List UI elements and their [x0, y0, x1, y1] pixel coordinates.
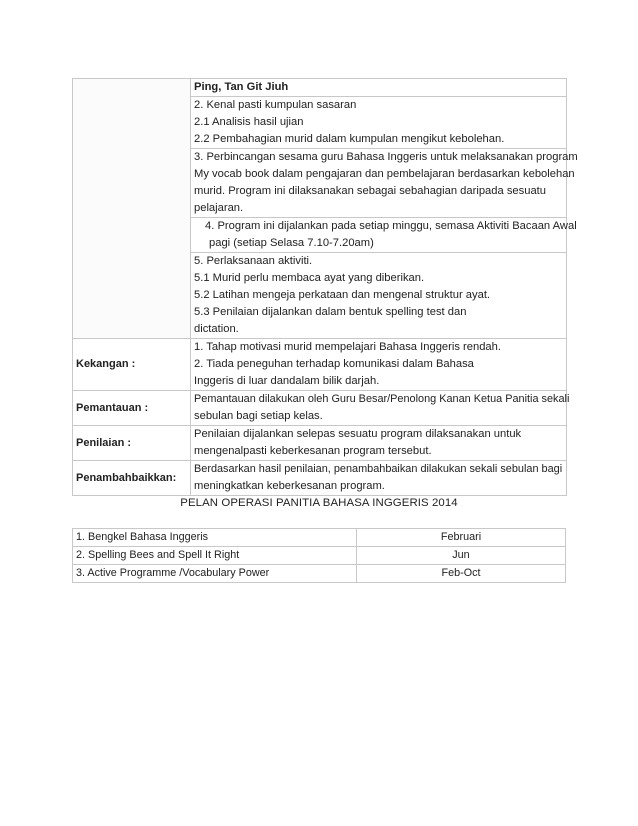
cell-line: pagi (setiap Selasa 7.10-7.20am) [209, 237, 374, 249]
table-row [73, 547, 566, 565]
content-cell [191, 97, 567, 149]
empty-label-cell [73, 79, 191, 339]
table-row [73, 391, 567, 426]
cell-line: 4. Program ini dijalankan pada setiap minggu, semasa Aktiviti Bacaan Awal [205, 220, 577, 232]
program-cell: 1. Bengkel Bahasa Inggeris [73, 529, 357, 547]
month-cell: Februari [357, 529, 566, 547]
cell-line: Pemantauan dilakukan oleh Guru Besar/Penolong Kanan Ketua Panitia sekali [194, 393, 570, 405]
table-row [73, 339, 567, 391]
cell-line: 5.3 Penilaian dijalankan dalam bentuk spelling test dan [194, 306, 467, 318]
content-cell [191, 79, 567, 97]
cell-line: 5.2 Latihan mengeja perkataan dan mengenal struktur ayat. [194, 289, 491, 301]
cell-line: Ping, Tan Git Jiuh [194, 81, 289, 93]
content-cell [191, 391, 570, 426]
cell-line: dictation. [194, 323, 239, 335]
cell-line: murid. Program ini dilaksanakan sebagai sebahagian daripada sesuatu [194, 185, 547, 197]
cell-line: 5. Perlaksanaan aktiviti. [194, 255, 313, 267]
operation-plan-table [72, 528, 566, 583]
penambahbaikkan-label: Penambahbaikkan: [73, 461, 191, 496]
content-cell [191, 149, 578, 218]
penilaian-label: Penilaian : [73, 426, 191, 461]
content-cell [191, 253, 567, 339]
cell-line: Penilaian dijalankan selepas sesuatu program dilaksanakan untuk [194, 428, 522, 440]
table-row [73, 565, 566, 583]
table-row [73, 426, 567, 461]
cell-line: meningkatkan keberkesanan program. [194, 480, 385, 492]
cell-line: pelajaran. [194, 202, 244, 214]
program-cell: 2. Spelling Bees and Spell It Right [73, 547, 357, 565]
cell-line: 3. Perbincangan sesama guru Bahasa Inggeris untuk melaksanakan program [194, 151, 578, 163]
content-cell [191, 218, 577, 253]
cell-line: My vocab book dalam pengajaran dan pembelajaran berdasarkan kebolehan [194, 168, 575, 180]
table-row [73, 79, 567, 97]
cell-line: 2.1 Analisis hasil ujian [194, 116, 304, 128]
content-cell [191, 339, 567, 391]
cell-line: sebulan bagi setiap kelas. [194, 410, 323, 422]
kekangan-label: Kekangan : [73, 339, 191, 391]
table-row [73, 529, 566, 547]
pemantauan-label: Pemantauan : [73, 391, 191, 426]
month-cell: Jun [357, 547, 566, 565]
month-cell: Feb-Oct [357, 565, 566, 583]
cell-line: 1. Tahap motivasi murid mempelajari Bahasa Inggeris rendah. [194, 341, 501, 353]
content-cell [191, 461, 567, 496]
table-row [73, 461, 567, 496]
program-details-table [72, 78, 578, 496]
cell-line: Berdasarkan hasil penilaian, penambahbaikan dilakukan sekali sebulan bagi [194, 463, 563, 475]
cell-line: 2. Kenal pasti kumpulan sasaran [194, 99, 357, 111]
cell-line: 2. Tiada peneguhan terhadap komunikasi dalam Bahasa [194, 358, 474, 370]
cell-line: Inggeris di luar dandalam bilik darjah. [194, 375, 380, 387]
program-cell: 3. Active Programme /Vocabulary Power [73, 565, 357, 583]
content-cell [191, 426, 567, 461]
cell-line: mengenalpasti keberkesanan program tersebut. [194, 445, 432, 457]
cell-line: 2.2 Pembahagian murid dalam kumpulan mengikut kebolehan. [194, 133, 505, 145]
cell-line: 5.1 Murid perlu membaca ayat yang diberikan. [194, 272, 425, 284]
plan-title: PELAN OPERASI PANITIA BAHASA INGGERIS 2014 [180, 497, 458, 509]
